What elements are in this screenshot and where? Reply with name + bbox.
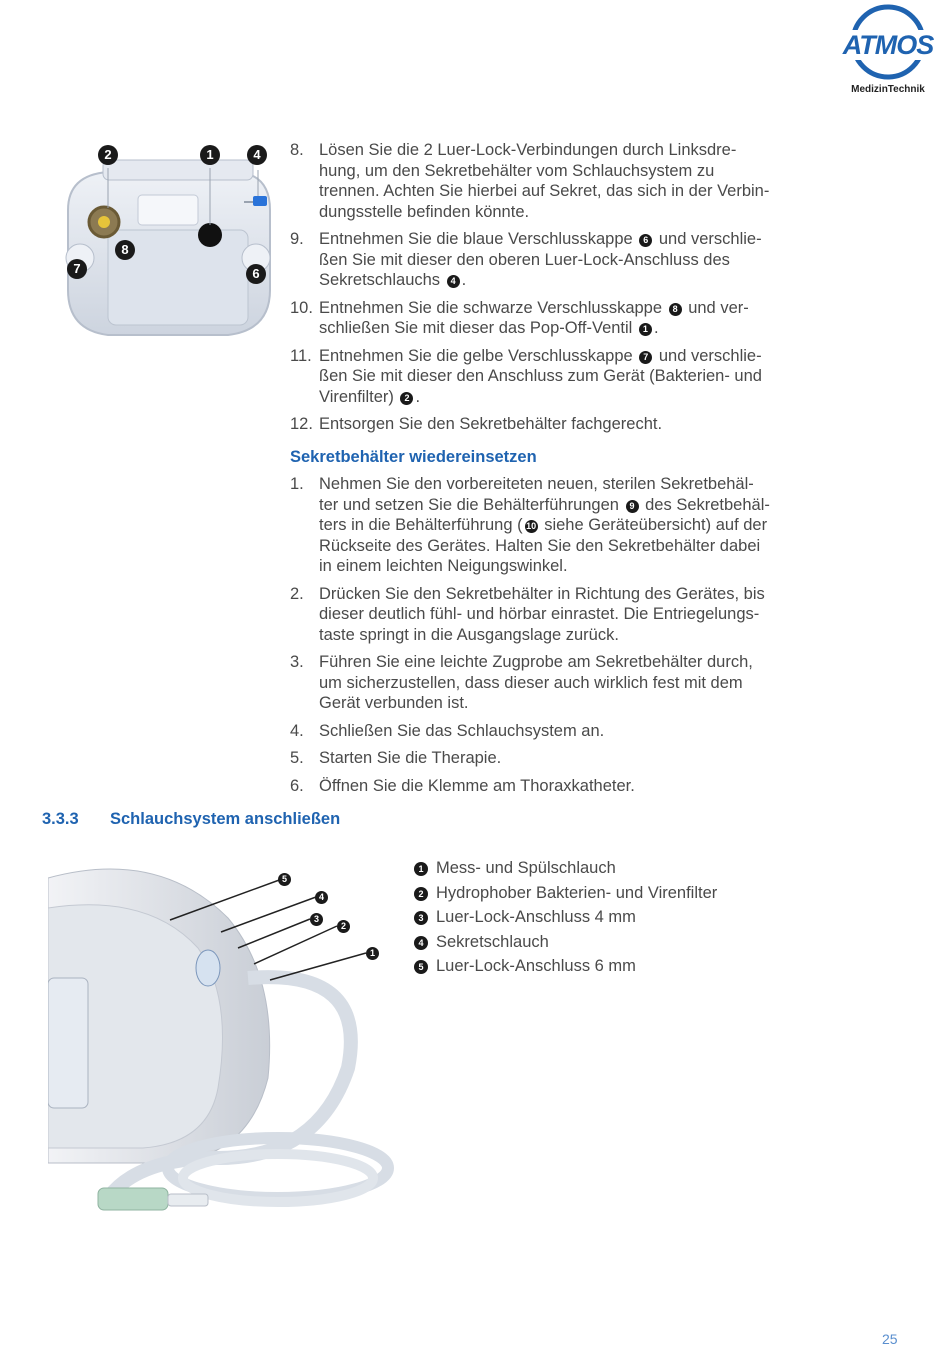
- removal-step: [290, 229, 820, 291]
- tubing-system-image: [48, 858, 403, 1240]
- callout-2: 2: [98, 145, 118, 165]
- logo-text: ATMOS: [842, 30, 934, 60]
- reinsert-step: [290, 748, 820, 769]
- reinsert-heading: Sekretbehälter wiedereinsetzen: [290, 448, 537, 466]
- section-title: Schlauchsystem anschließen: [110, 810, 341, 828]
- step-number: 6.: [290, 776, 304, 795]
- reinsert-step: [290, 776, 820, 797]
- callout-3: 3: [310, 913, 323, 926]
- step-number: 2.: [290, 584, 304, 603]
- callout-6: 6: [246, 264, 266, 284]
- legend-item: [414, 905, 717, 930]
- legend-number-badge: 4: [414, 936, 428, 950]
- step-text: Lösen Sie die 2 Luer-Lock-Verbindungen durch Linksdre- hung, um den Sekretbehälter vom Schlauchsystem zu trennen. Achten Sie hierbei auf Sekret, das sich in der Verbin- dungsstelle befinden könnte.: [319, 141, 770, 221]
- reinsert-step: [290, 721, 820, 742]
- removal-step: [290, 140, 820, 222]
- legend-label: Hydrophober Bakterien- und Virenfilter: [436, 883, 718, 902]
- callout-1: 1: [366, 947, 379, 960]
- legend-number-badge: 5: [414, 960, 428, 974]
- reinsert-step: [290, 584, 820, 646]
- legend-label: Sekretschlauch: [436, 932, 549, 951]
- legend-item: [414, 954, 717, 979]
- callout-2: 2: [337, 920, 350, 933]
- legend-item: [414, 930, 717, 955]
- step-text: Führen Sie eine leichte Zugprobe am Sekretbehälter durch, um sicherzustellen, dass dieser auch wirklich fest mit dem Gerät verbunden ist.: [319, 653, 753, 712]
- callout-1: 1: [200, 145, 220, 165]
- step-number: 5.: [290, 749, 304, 767]
- step-text: Schließen Sie das Schlauchsystem an.: [319, 721, 605, 740]
- legend-number-badge: 3: [414, 911, 428, 925]
- logo-subtitle: MedizinTechnik: [851, 84, 925, 95]
- legend-number-badge: 2: [414, 887, 428, 901]
- callout-7: 7: [67, 259, 87, 279]
- section-number: 3.3.3: [42, 810, 79, 828]
- callout-4: 4: [315, 891, 328, 904]
- atmos-logo: [836, 4, 940, 96]
- legend-label: Luer-Lock-Anschluss 4 mm: [436, 908, 636, 926]
- step-number: 12.: [290, 415, 313, 433]
- step-number: 10.: [290, 298, 313, 317]
- legend-label: Mess- und Spülschlauch: [436, 859, 616, 877]
- removal-step: [290, 346, 820, 408]
- step-text: Öffnen Sie die Klemme am Thoraxkatheter.: [319, 776, 635, 795]
- removal-steps-list: [290, 140, 820, 442]
- step-text: Entnehmen Sie die blaue Verschlusskappe 6 und verschlie- ßen Sie mit dieser den oberen Luer-Lock-Anschluss des Sekretschlauchs 4 .: [319, 230, 762, 289]
- step-text: Starten Sie die Therapie.: [319, 749, 502, 767]
- step-number: 9.: [290, 230, 304, 248]
- removal-step: [290, 298, 820, 339]
- reinsert-steps-list: [290, 474, 820, 803]
- removal-step: [290, 414, 820, 435]
- reinsert-step: [290, 474, 820, 577]
- legend-item: [414, 856, 717, 881]
- callout-8: 8: [115, 240, 135, 260]
- step-text: Nehmen Sie den vorbereiteten neuen, sterilen Sekretbehäl- ter und setzen Sie die Behälterführungen 9 des Sekretbehäl- ters in die Behälterführung ( 10 siehe Geräteübersicht) auf der Rückseite des Gerätes. Halten Sie den Sekretbehälter dabei in einem leichten Neigungswinkel.: [319, 475, 770, 575]
- secretion-container-figure: [48, 140, 288, 350]
- step-text: Entnehmen Sie die gelbe Verschlusskappe 7 und verschlie- ßen Sie mit dieser den Anschluss zum Gerät (Bakterien- und Virenfilter) 2 .: [319, 346, 762, 406]
- page-number: 25: [882, 1331, 898, 1347]
- callout-5: 5: [278, 873, 291, 886]
- legend-item: [414, 881, 717, 906]
- callout-4: 4: [247, 145, 267, 165]
- reinsert-step: [290, 652, 820, 714]
- step-text: Entnehmen Sie die schwarze Verschlusskappe 8 und ver- schließen Sie mit dieser das Pop-Off-Ventil 1 .: [319, 298, 749, 337]
- step-text: Drücken Sie den Sekretbehälter in Richtung des Gerätes, bis dieser deutlich fühl- und hörbar einrastet. Die Entriegelungs- taste springt in die Ausgangslage zurück.: [319, 584, 765, 644]
- step-number: 1.: [290, 475, 304, 493]
- step-number: 3.: [290, 653, 304, 671]
- step-number: 8.: [290, 141, 304, 159]
- step-number: 4.: [290, 721, 304, 740]
- step-text: Entsorgen Sie den Sekretbehälter fachgerecht.: [319, 415, 663, 433]
- step-number: 11.: [290, 346, 312, 365]
- component-legend: [414, 856, 717, 979]
- legend-label: Luer-Lock-Anschluss 6 mm: [436, 957, 636, 975]
- tubing-system-figure: [48, 858, 403, 1240]
- legend-number-badge: 1: [414, 862, 428, 876]
- secretion-container-image: [48, 140, 288, 350]
